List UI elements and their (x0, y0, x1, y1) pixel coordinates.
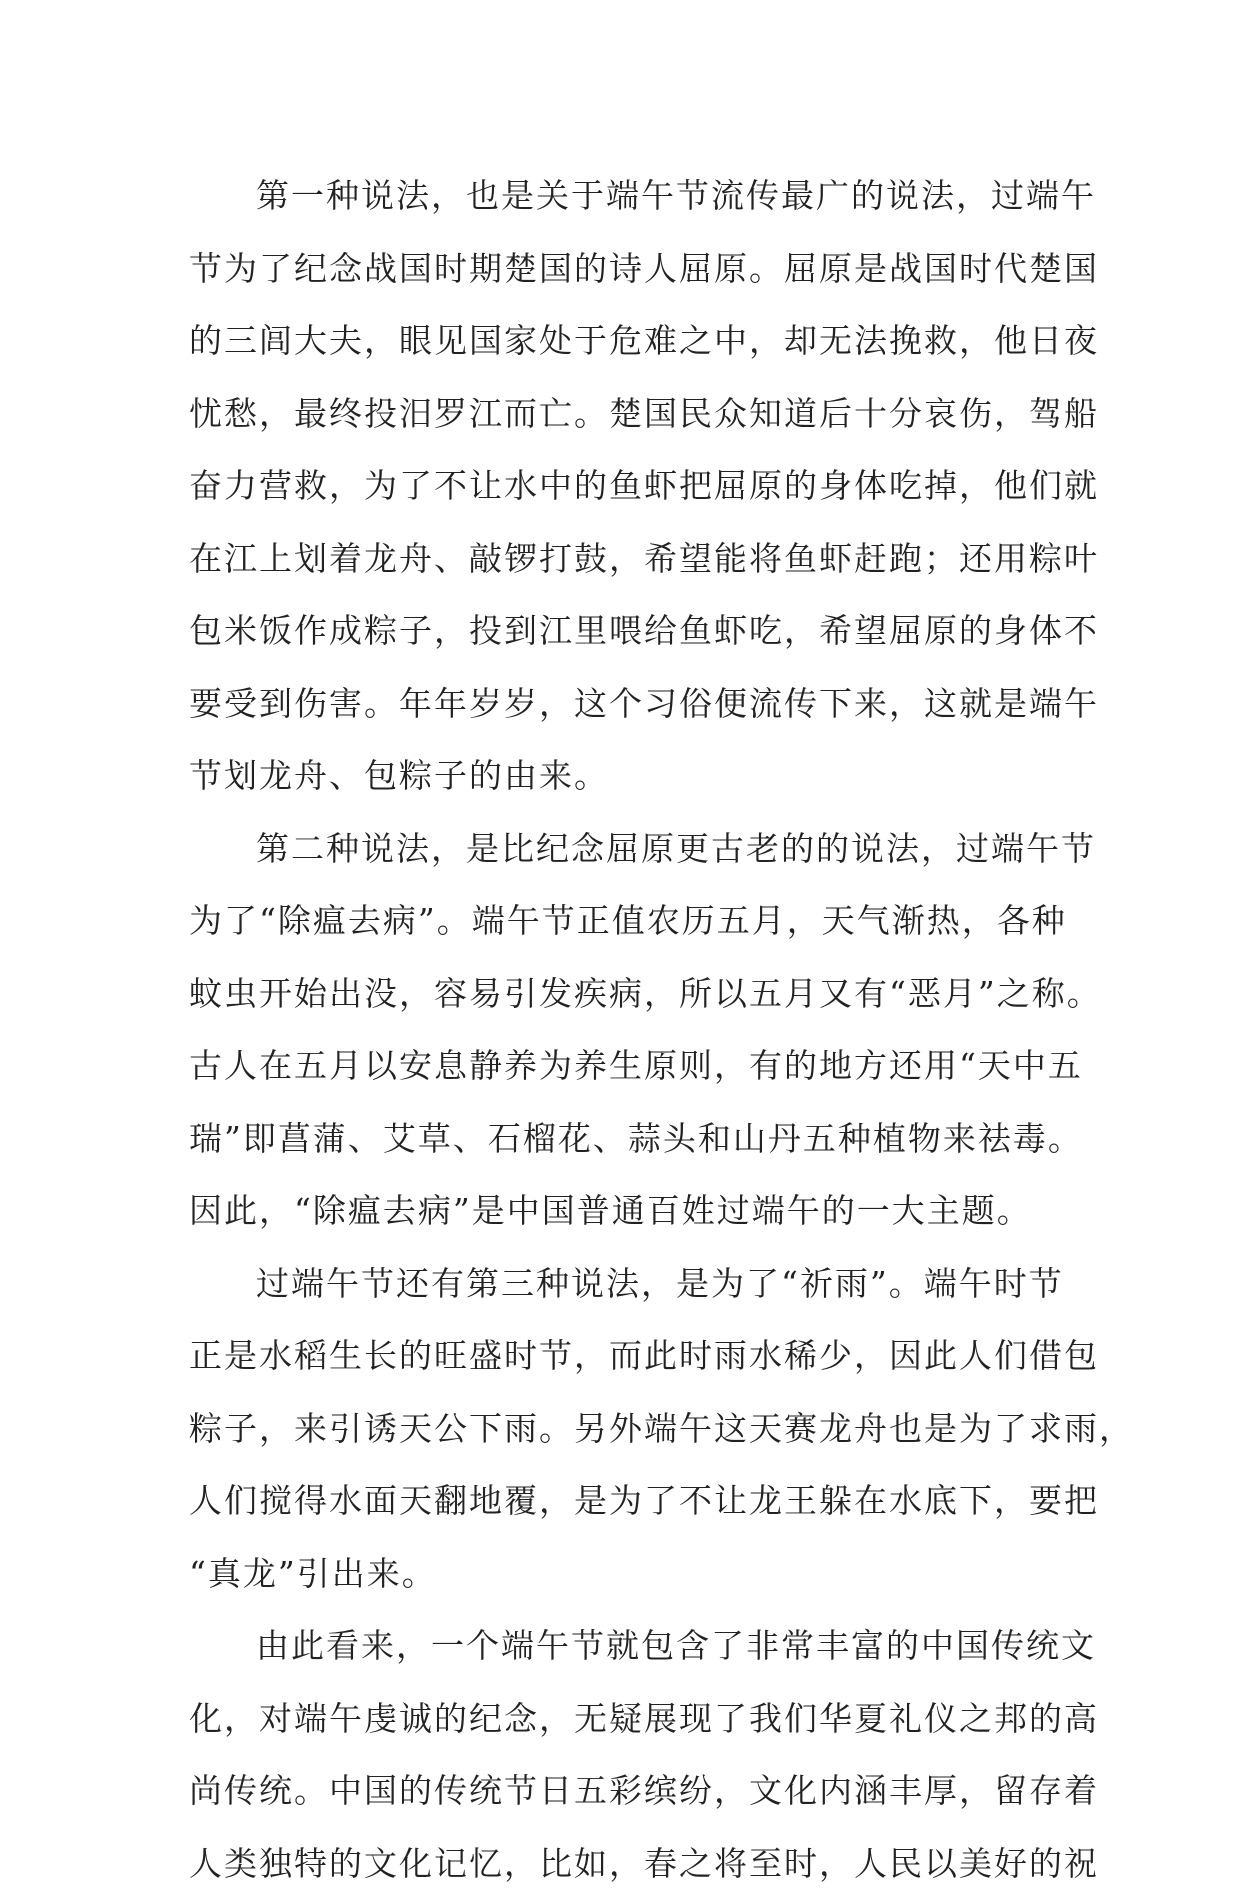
text-line: 第一种说法，也是关于端午节流传最广的说法，过端午 (189, 160, 1055, 233)
text-line: 奋力营救，为了不让水中的鱼虾把屈原的身体吃掉，他们就 (189, 450, 1055, 523)
text-line: 第二种说法，是比纪念屈原更古老的的说法，过端午节 (189, 813, 1055, 886)
paragraph-2 (189, 813, 1055, 1248)
text-line: 为了“除瘟去病”。端午节正值农历五月，天气渐热，各种 (189, 885, 1055, 958)
text-line: 化，对端午虔诚的纪念，无疑展现了我们华夏礼仪之邦的高 (189, 1683, 1055, 1756)
text-line: 古人在五月以安息静养为养生原则，有的地方还用“天中五 (189, 1030, 1055, 1103)
paragraph-1 (189, 160, 1055, 813)
text-line: 过端午节还有第三种说法，是为了“祈雨”。端午时节 (189, 1248, 1055, 1321)
text-line: 正是水稻生长的旺盛时节，而此时雨水稀少，因此人们借包 (189, 1320, 1055, 1393)
text-line: “真龙”引出来。 (189, 1538, 1055, 1611)
text-line: 节为了纪念战国时期楚国的诗人屈原。屈原是战国时代楚国 (189, 233, 1055, 306)
text-line: 因此，“除瘟去病”是中国普通百姓过端午的一大主题。 (189, 1175, 1055, 1248)
text-line: 尚传统。中国的传统节日五彩缤纷，文化内涵丰厚，留存着 (189, 1755, 1055, 1828)
text-line: 粽子，来引诱天公下雨。另外端午这天赛龙舟也是为了求雨， (189, 1393, 1055, 1466)
text-line: 包米饭作成粽子，投到江里喂给鱼虾吃，希望屈原的身体不 (189, 595, 1055, 668)
text-line: 由此看来，一个端午节就包含了非常丰富的中国传统文 (189, 1610, 1055, 1683)
text-line: 的三闾大夫，眼见国家处于危难之中，却无法挽救，他日夜 (189, 305, 1055, 378)
text-line: 人们搅得水面天翻地覆，是为了不让龙王躲在水底下，要把 (189, 1465, 1055, 1538)
document-body (189, 160, 1055, 1900)
text-line: 要受到伤害。年年岁岁，这个习俗便流传下来，这就是端午 (189, 668, 1055, 741)
paragraph-3 (189, 1248, 1055, 1611)
paragraph-4 (189, 1610, 1055, 1900)
text-line: 蚊虫开始出没，容易引发疾病，所以五月又有“恶月”之称。 (189, 958, 1055, 1031)
text-line: 节划龙舟、包粽子的由来。 (189, 740, 1055, 813)
text-line: 在江上划着龙舟、敲锣打鼓，希望能将鱼虾赶跑；还用粽叶 (189, 523, 1055, 596)
text-line: 瑞”即菖蒲、艾草、石榴花、蒜头和山丹五种植物来祛毒。 (189, 1103, 1055, 1176)
text-line: 人类独特的文化记忆，比如，春之将至时，人民以美好的祝 (189, 1828, 1055, 1900)
text-line: 忧愁，最终投汨罗江而亡。楚国民众知道后十分哀伤，驾船 (189, 378, 1055, 451)
